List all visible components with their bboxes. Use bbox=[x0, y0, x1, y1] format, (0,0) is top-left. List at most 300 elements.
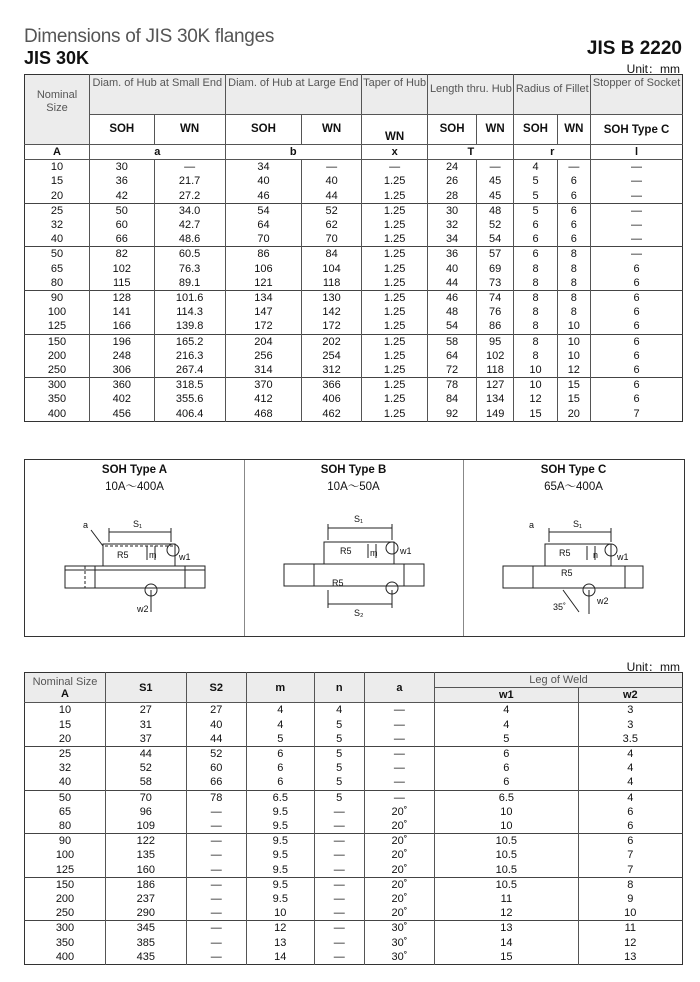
table-cell: 20˚ bbox=[364, 892, 434, 906]
table-cell: 40 bbox=[25, 775, 106, 790]
table-cell: 80 bbox=[25, 819, 106, 834]
table-cell: 20 bbox=[25, 732, 106, 747]
table-cell: 8 bbox=[557, 276, 591, 291]
table-cell: 14 bbox=[246, 950, 314, 965]
header-w1: w1 bbox=[435, 688, 578, 703]
table-cell: 314 bbox=[225, 363, 302, 378]
table-cell: 114.3 bbox=[154, 305, 225, 319]
soh-type-a-drawing bbox=[25, 494, 244, 634]
table-cell: 345 bbox=[106, 921, 187, 936]
table-cell: 64 bbox=[225, 218, 302, 232]
table-cell: — bbox=[186, 834, 246, 849]
table-cell: 250 bbox=[25, 906, 106, 921]
sub-header: SOH bbox=[90, 115, 155, 145]
table-cell: 165.2 bbox=[154, 334, 225, 349]
table-cell: 6 bbox=[633, 393, 640, 406]
label-r5: R5 bbox=[117, 550, 129, 560]
table-cell: 412 bbox=[225, 392, 302, 406]
table-cell: 10.5 bbox=[435, 863, 578, 878]
table-cell: 1.25 bbox=[361, 276, 427, 291]
table-cell: 166 bbox=[90, 319, 155, 334]
table-cell: 4 bbox=[246, 703, 314, 718]
table-row bbox=[25, 819, 683, 834]
table-cell: 6 bbox=[591, 334, 683, 349]
table-cell: 50 bbox=[90, 203, 155, 218]
table-cell: 8 bbox=[514, 262, 557, 276]
table-cell: 1.25 bbox=[361, 319, 427, 334]
table-cell: 30˚ bbox=[364, 936, 434, 950]
table-cell: — bbox=[314, 936, 364, 950]
table-cell: 6 bbox=[633, 364, 640, 377]
table-cell: 12 bbox=[557, 363, 591, 378]
table-cell: 6 bbox=[557, 174, 591, 188]
table-cell: 76.3 bbox=[154, 262, 225, 276]
sub-header: WN bbox=[361, 115, 427, 145]
table-cell: 6 bbox=[627, 820, 634, 833]
sub-header: SOH Type C bbox=[591, 115, 683, 145]
table-cell: 40 bbox=[302, 174, 362, 188]
diagram-title: SOH Type A bbox=[101, 464, 168, 476]
table-cell: 350 bbox=[25, 936, 106, 950]
table-cell: 12 bbox=[514, 392, 557, 406]
table-cell: 34 bbox=[225, 160, 302, 175]
header-leg-of-weld: Leg of Weld bbox=[435, 673, 683, 688]
table-cell: 1.25 bbox=[361, 291, 427, 306]
table-cell: 20˚ bbox=[364, 877, 434, 892]
table-row bbox=[25, 189, 683, 204]
table-cell: — bbox=[186, 848, 246, 862]
table-row bbox=[25, 790, 683, 805]
table-cell: 74 bbox=[476, 291, 514, 306]
table-cell: 5 bbox=[514, 174, 557, 188]
table-cell: 44 bbox=[302, 189, 362, 204]
table-cell: — bbox=[631, 175, 643, 188]
table-cell: 27.2 bbox=[154, 189, 225, 204]
header-stopper: Stopper of Socket bbox=[592, 77, 681, 89]
table-cell: — bbox=[314, 877, 364, 892]
table-cell: 25 bbox=[25, 747, 106, 762]
table-cell: 50 bbox=[25, 790, 106, 805]
table-cell: — bbox=[364, 747, 434, 762]
table-cell: 160 bbox=[106, 863, 187, 878]
table-cell: 20 bbox=[25, 189, 90, 204]
table-cell: — bbox=[314, 863, 364, 878]
table-cell: 9 bbox=[627, 893, 634, 906]
diagram-range: 10A～400A bbox=[105, 481, 164, 493]
table-cell: — bbox=[186, 892, 246, 906]
table-cell: 100 bbox=[25, 305, 90, 319]
table-cell: 65 bbox=[25, 805, 106, 819]
table-cell: 6 bbox=[557, 232, 591, 247]
table-cell: 130 bbox=[302, 291, 362, 306]
table-cell: — bbox=[186, 805, 246, 819]
table-row bbox=[25, 936, 683, 950]
table-cell: 6 bbox=[633, 320, 640, 333]
table-cell: 121 bbox=[225, 276, 302, 291]
table-cell: 76 bbox=[476, 305, 514, 319]
table-cell: 15 bbox=[557, 392, 591, 406]
table-cell: 200 bbox=[25, 349, 90, 363]
label-angle: 35˚ bbox=[553, 602, 567, 612]
header-nominal-size bbox=[25, 673, 106, 703]
table-row bbox=[25, 747, 683, 762]
table-cell: 10 bbox=[435, 819, 578, 834]
table-cell: 216.3 bbox=[154, 349, 225, 363]
table-cell: 6 bbox=[246, 775, 314, 790]
table-cell: 147 bbox=[225, 305, 302, 319]
table-cell: 46 bbox=[428, 291, 476, 306]
sub-header: SOH bbox=[225, 115, 302, 145]
table-cell: 468 bbox=[225, 407, 302, 422]
table-row bbox=[25, 305, 683, 319]
table-cell: 1.25 bbox=[361, 363, 427, 378]
table-cell: 12 bbox=[435, 906, 578, 921]
table-cell: 172 bbox=[225, 319, 302, 334]
table-cell: 10.5 bbox=[435, 848, 578, 862]
table-row bbox=[25, 761, 683, 775]
table-cell: — bbox=[314, 848, 364, 862]
table-cell: 8 bbox=[557, 262, 591, 276]
table-cell: 5 bbox=[514, 203, 557, 218]
table-cell: 204 bbox=[225, 334, 302, 349]
table-cell: 66 bbox=[186, 775, 246, 790]
table-cell: 27 bbox=[186, 703, 246, 718]
table-cell: 4 bbox=[578, 790, 682, 805]
table-cell: 5 bbox=[246, 732, 314, 747]
table-cell: 6 bbox=[633, 306, 640, 319]
symbol-label: A bbox=[25, 145, 90, 160]
table-cell: 70 bbox=[225, 232, 302, 247]
table-cell: 90 bbox=[25, 291, 90, 306]
table-cell: 8 bbox=[557, 247, 591, 262]
table-cell: 135 bbox=[106, 848, 187, 862]
table-row bbox=[25, 203, 683, 218]
table-cell: — bbox=[186, 921, 246, 936]
table-cell: 42 bbox=[90, 189, 155, 204]
table-row bbox=[25, 834, 683, 849]
table-row bbox=[25, 950, 683, 965]
table-cell: 54 bbox=[476, 232, 514, 247]
table-cell: 10.5 bbox=[435, 834, 578, 849]
header-nominal-symbol: A bbox=[61, 687, 69, 700]
table-cell: 1.25 bbox=[361, 218, 427, 232]
table-cell: 34.0 bbox=[154, 203, 225, 218]
header-nominal-size: Nominal Size bbox=[25, 75, 90, 145]
table-row bbox=[25, 805, 683, 819]
table-cell: 70 bbox=[302, 232, 362, 247]
table-cell: 73 bbox=[476, 276, 514, 291]
table-cell: 50 bbox=[25, 247, 90, 262]
table-cell: 20˚ bbox=[364, 805, 434, 819]
label-m: m bbox=[149, 550, 157, 560]
table-cell: — bbox=[476, 160, 514, 175]
table-cell: 1.25 bbox=[361, 174, 427, 188]
label-w1: w1 bbox=[400, 546, 412, 556]
table-cell: 10 bbox=[435, 805, 578, 819]
table-cell: 125 bbox=[25, 319, 90, 334]
table-row bbox=[25, 174, 683, 188]
table-cell: 312 bbox=[302, 363, 362, 378]
table-cell: — bbox=[186, 877, 246, 892]
table-row bbox=[25, 877, 683, 892]
table-cell: 102 bbox=[476, 349, 514, 363]
table-cell: 15 bbox=[25, 718, 106, 732]
label-w1: w1 bbox=[617, 552, 629, 562]
table-cell: 10.5 bbox=[435, 877, 578, 892]
table-cell: 385 bbox=[106, 936, 187, 950]
table-cell: 300 bbox=[25, 921, 106, 936]
sub-header: WN bbox=[476, 115, 514, 145]
table-cell: 52 bbox=[302, 203, 362, 218]
table-cell: 20˚ bbox=[364, 863, 434, 878]
table-cell: 86 bbox=[476, 319, 514, 334]
symbol-label: b bbox=[225, 145, 361, 160]
table-cell: 8 bbox=[514, 291, 557, 306]
symbol-label: a bbox=[90, 145, 226, 160]
header-a: a bbox=[364, 673, 434, 703]
table-cell: 462 bbox=[302, 407, 362, 422]
table-cell: 6 bbox=[435, 761, 578, 775]
table-cell: 3.5 bbox=[622, 732, 638, 745]
table-cell: 8 bbox=[514, 319, 557, 334]
table-cell: 9.5 bbox=[246, 892, 314, 906]
table-cell: 6 bbox=[246, 761, 314, 775]
table-cell: 9.5 bbox=[246, 819, 314, 834]
table-cell: 57 bbox=[476, 247, 514, 262]
unit-label-2: Unit：mm bbox=[626, 660, 680, 674]
table-cell: 118 bbox=[476, 363, 514, 378]
table-cell: 6 bbox=[591, 378, 683, 393]
table-cell: 36 bbox=[90, 174, 155, 188]
label-s1: S₁ bbox=[354, 514, 364, 524]
table-row bbox=[25, 262, 683, 276]
table-cell: 256 bbox=[225, 349, 302, 363]
table-cell: — bbox=[186, 863, 246, 878]
table-cell: 3 bbox=[627, 718, 634, 731]
table-cell: 36 bbox=[428, 247, 476, 262]
table-cell: 15 bbox=[557, 378, 591, 393]
table-cell: 139.8 bbox=[154, 319, 225, 334]
table-cell: 30˚ bbox=[364, 921, 434, 936]
table-cell: 37 bbox=[106, 732, 187, 747]
label-r5: R5 bbox=[340, 546, 352, 556]
table-row bbox=[25, 906, 683, 921]
table-cell: 1.25 bbox=[361, 247, 427, 262]
label-s1: S₁ bbox=[573, 519, 583, 529]
flange-diagrams bbox=[24, 459, 685, 637]
table-cell: 9.5 bbox=[246, 863, 314, 878]
table-cell: 6 bbox=[514, 218, 557, 232]
table-cell: 360 bbox=[90, 378, 155, 393]
table-cell: 1.25 bbox=[361, 305, 427, 319]
table-cell: 10 bbox=[25, 160, 90, 175]
table-cell: 11 bbox=[435, 892, 578, 906]
table-cell: 15 bbox=[25, 174, 90, 188]
table-cell: 72 bbox=[428, 363, 476, 378]
soh-type-b-drawing bbox=[244, 494, 463, 634]
table-cell: 64 bbox=[428, 349, 476, 363]
table-row bbox=[25, 160, 683, 175]
table-cell: 4 bbox=[435, 703, 578, 718]
table-cell: 20 bbox=[557, 407, 591, 422]
table-cell: 406.4 bbox=[154, 407, 225, 422]
table-cell: 4 bbox=[578, 747, 682, 762]
table-cell: 62 bbox=[302, 218, 362, 232]
table-row bbox=[25, 892, 683, 906]
table-cell: 6.5 bbox=[246, 790, 314, 805]
table-cell: 4 bbox=[435, 718, 578, 732]
table-cell: 58 bbox=[428, 334, 476, 349]
table-row bbox=[25, 291, 683, 306]
table-cell: 12 bbox=[624, 936, 637, 949]
table-cell: 13 bbox=[246, 936, 314, 950]
table-cell: 4 bbox=[627, 762, 634, 775]
table-cell: 6 bbox=[435, 775, 578, 790]
table-cell: 186 bbox=[106, 877, 187, 892]
table-cell: 100 bbox=[25, 848, 106, 862]
table-cell: 10 bbox=[514, 363, 557, 378]
table-cell: 400 bbox=[25, 407, 90, 422]
table-row bbox=[25, 407, 683, 422]
table-cell: 10 bbox=[624, 907, 637, 920]
table-row bbox=[25, 863, 683, 878]
table-cell: 45 bbox=[476, 174, 514, 188]
table-cell: 8 bbox=[578, 877, 682, 892]
table-cell: 21.7 bbox=[154, 174, 225, 188]
table-cell: 370 bbox=[225, 378, 302, 393]
table-cell: 402 bbox=[90, 392, 155, 406]
table-cell: — bbox=[557, 160, 591, 175]
table-cell: 8 bbox=[514, 276, 557, 291]
diagram-range: 10A～50A bbox=[327, 481, 380, 493]
header-radius: Radius of Fillet bbox=[514, 75, 591, 115]
table-cell: 134 bbox=[225, 291, 302, 306]
table-cell: 89.1 bbox=[154, 276, 225, 291]
table-cell: 200 bbox=[25, 892, 106, 906]
table-cell: 65 bbox=[25, 262, 90, 276]
table-cell: 6 bbox=[246, 747, 314, 762]
table-cell: 6 bbox=[557, 218, 591, 232]
table-cell: 9.5 bbox=[246, 834, 314, 849]
table-cell: 400 bbox=[25, 950, 106, 965]
table-cell: 15 bbox=[514, 407, 557, 422]
table-cell: 78 bbox=[428, 378, 476, 393]
table-cell: 9.5 bbox=[246, 877, 314, 892]
table-cell: 6 bbox=[633, 349, 640, 362]
table-cell: 30 bbox=[90, 160, 155, 175]
table-cell: 6 bbox=[633, 262, 640, 275]
table-cell: 86 bbox=[225, 247, 302, 262]
table-cell: 300 bbox=[25, 378, 90, 393]
header-w2: w2 bbox=[578, 688, 682, 703]
table-cell: 60 bbox=[186, 761, 246, 775]
table-cell: 9.5 bbox=[246, 805, 314, 819]
table-cell: 7 bbox=[627, 863, 634, 876]
label-w1: w1 bbox=[179, 552, 191, 562]
sub-header: SOH bbox=[514, 115, 557, 145]
table-cell: 202 bbox=[302, 334, 362, 349]
table-cell: 5 bbox=[314, 732, 364, 747]
header-m: m bbox=[246, 673, 314, 703]
table-cell: 52 bbox=[106, 761, 187, 775]
table-cell: 80 bbox=[25, 276, 90, 291]
table-cell: — bbox=[364, 718, 434, 732]
table-cell: — bbox=[186, 936, 246, 950]
sub-header: WN bbox=[302, 115, 362, 145]
table-cell: 8 bbox=[514, 334, 557, 349]
table-cell: 96 bbox=[106, 805, 187, 819]
table-cell: 58 bbox=[106, 775, 187, 790]
table-cell: — bbox=[364, 732, 434, 747]
table-cell: 15 bbox=[435, 950, 578, 965]
table-cell: 70 bbox=[106, 790, 187, 805]
table-cell: 3 bbox=[627, 704, 634, 717]
table-cell: 7 bbox=[633, 407, 640, 420]
table-cell: 318.5 bbox=[154, 378, 225, 393]
label-s1: S₁ bbox=[133, 519, 143, 529]
table-cell: 125 bbox=[25, 863, 106, 878]
table-cell: — bbox=[631, 189, 643, 202]
table-cell: 1.25 bbox=[361, 407, 427, 422]
table-cell: 84 bbox=[428, 392, 476, 406]
table-cell: 150 bbox=[25, 877, 106, 892]
table-cell: 52 bbox=[476, 218, 514, 232]
table-cell: — bbox=[631, 233, 643, 246]
table-cell: 42.7 bbox=[154, 218, 225, 232]
table-cell: 27 bbox=[106, 703, 187, 718]
table-cell: 1.25 bbox=[361, 378, 427, 393]
table-cell: 4 bbox=[514, 160, 557, 175]
table-cell: 12 bbox=[246, 921, 314, 936]
label-r5-lower: R5 bbox=[332, 578, 344, 588]
table-cell: — bbox=[314, 834, 364, 849]
table-cell: 84 bbox=[302, 247, 362, 262]
label-n: n bbox=[593, 550, 599, 560]
table-cell: 1.25 bbox=[361, 334, 427, 349]
table-cell: 1.25 bbox=[361, 189, 427, 204]
table-row bbox=[25, 276, 683, 291]
table-cell: 48.6 bbox=[154, 232, 225, 247]
table-cell: 254 bbox=[302, 349, 362, 363]
table-cell: 40 bbox=[25, 232, 90, 247]
table-cell: 8 bbox=[514, 349, 557, 363]
table-row bbox=[25, 232, 683, 247]
table-cell: 128 bbox=[90, 291, 155, 306]
table-cell: 6.5 bbox=[435, 790, 578, 805]
label-w2: w2 bbox=[597, 596, 609, 606]
table-cell: 115 bbox=[90, 276, 155, 291]
sub-header: WN bbox=[557, 115, 591, 145]
diagram-soh-type-a bbox=[25, 460, 245, 636]
table-cell: 106 bbox=[225, 262, 302, 276]
table-cell: 78 bbox=[186, 790, 246, 805]
table-cell: — bbox=[591, 247, 683, 262]
header-nominal-label: Nominal Size bbox=[32, 675, 98, 688]
table-cell: 102 bbox=[90, 262, 155, 276]
table-cell: 5 bbox=[314, 718, 364, 732]
table-cell: 69 bbox=[476, 262, 514, 276]
table-cell: 20˚ bbox=[364, 848, 434, 862]
table-cell: — bbox=[186, 906, 246, 921]
table-cell: 290 bbox=[106, 906, 187, 921]
sub-header: SOH bbox=[428, 115, 476, 145]
table-cell: 142 bbox=[302, 305, 362, 319]
table-cell: 92 bbox=[428, 407, 476, 422]
page-title: Dimensions of JIS 30K flanges bbox=[24, 26, 275, 47]
table-cell: 40 bbox=[186, 718, 246, 732]
table-cell: — bbox=[364, 703, 434, 718]
table-cell: 10 bbox=[514, 378, 557, 393]
